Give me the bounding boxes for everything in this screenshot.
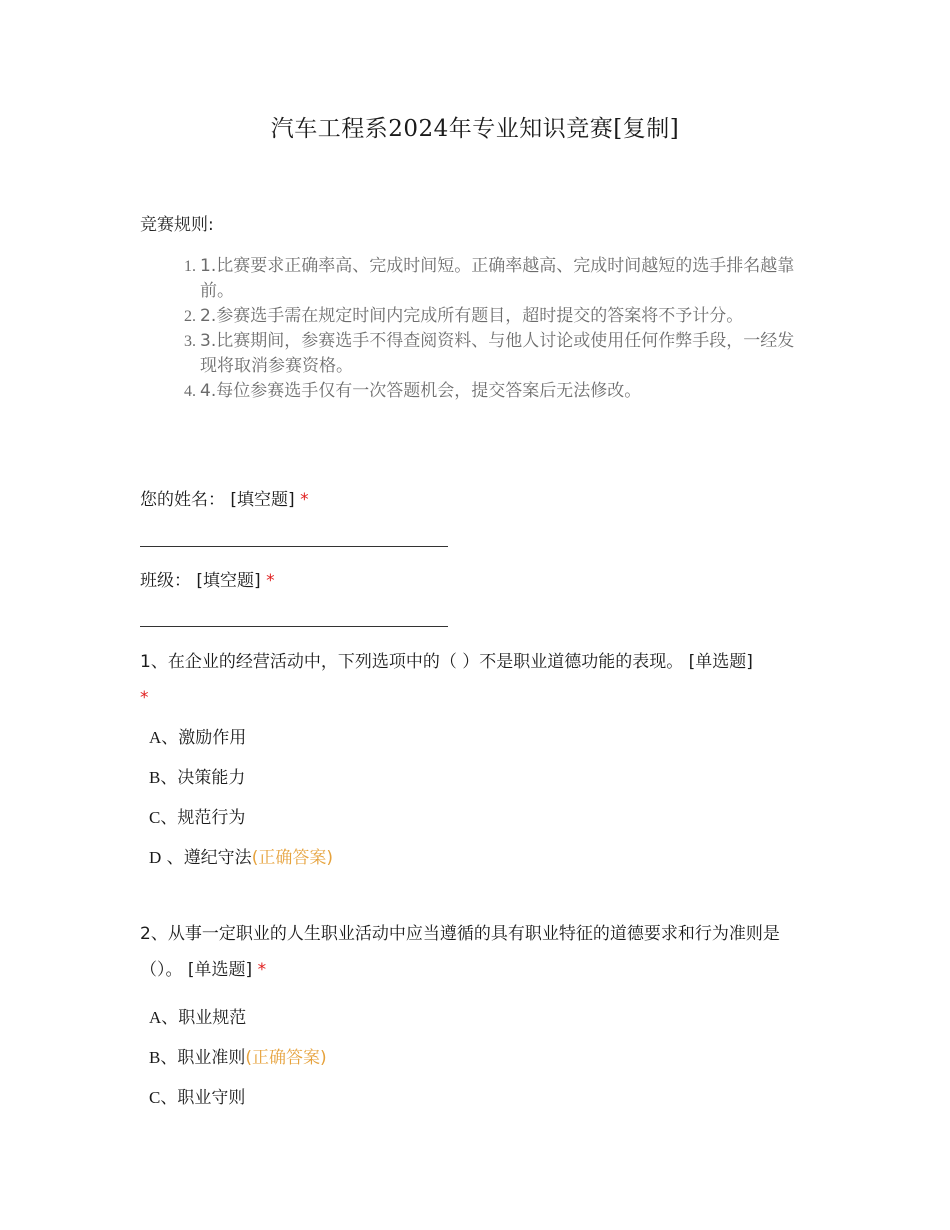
rule-item bbox=[140, 304, 810, 329]
option-text: 职业准则 bbox=[177, 1048, 246, 1068]
correct-answer-badge: (正确答案) bbox=[251, 848, 333, 868]
rule-number: 4. bbox=[184, 383, 196, 400]
rules-heading: 竞赛规则: bbox=[140, 215, 214, 235]
field-label-text: 您的姓名： bbox=[140, 490, 225, 510]
rule-number: 1. bbox=[184, 258, 196, 275]
question-type-tag: [填空题] bbox=[196, 571, 261, 591]
question-type-tag: [单选题] bbox=[187, 960, 253, 980]
q2-option-b[interactable] bbox=[149, 1046, 327, 1070]
rule-item bbox=[140, 329, 810, 379]
option-letter: B bbox=[149, 1048, 161, 1067]
question-text: 2、从事一定职业的人生职业活动中应当遵循的具有职业特征的道德要求和行为准则是（）。 bbox=[140, 924, 780, 980]
name-field-label bbox=[140, 485, 309, 515]
question-text: 1、在企业的经营活动中，下列选项中的（ ）不是职业道德功能的表现。 bbox=[140, 652, 684, 672]
rule-number: 2. bbox=[184, 308, 196, 325]
correct-answer-badge: (正确答案) bbox=[245, 1048, 327, 1068]
rule-text: 3.比赛期间，参赛选手不得查阅资料、与他人讨论或使用任何作弊手段，一经发现将取消参赛资格。 bbox=[200, 331, 795, 376]
required-marker: * bbox=[257, 960, 267, 980]
rule-text: 1.比赛要求正确率高、完成时间短。正确率越高、完成时间越短的选手排名越靠前。 bbox=[200, 256, 795, 301]
q1-option-c[interactable] bbox=[149, 806, 245, 830]
option-separator: 、 bbox=[160, 1088, 178, 1108]
rule-text: 4.每位参赛选手仅有一次答题机会，提交答案后无法修改。 bbox=[200, 381, 642, 401]
option-text: 职业守则 bbox=[177, 1088, 246, 1108]
option-letter: A bbox=[149, 1008, 162, 1027]
rules-list bbox=[140, 254, 810, 404]
q1-option-d[interactable] bbox=[149, 846, 333, 870]
question-type-tag: [单选题] bbox=[688, 652, 753, 672]
rule-text: 2.参赛选手需在规定时间内完成所有题目，超时提交的答案将不予计分。 bbox=[200, 306, 744, 326]
rule-number: 3. bbox=[184, 333, 196, 350]
class-field-label bbox=[140, 566, 275, 596]
option-text: 职业规范 bbox=[178, 1008, 247, 1028]
option-letter: B bbox=[149, 768, 161, 787]
option-text: 遵纪守法 bbox=[183, 848, 252, 868]
option-separator: 、 bbox=[160, 768, 178, 788]
rule-item bbox=[140, 254, 810, 304]
required-marker: * bbox=[140, 688, 149, 708]
option-letter: C bbox=[149, 1088, 161, 1107]
question-2 bbox=[140, 916, 810, 988]
q2-option-a[interactable] bbox=[149, 1006, 246, 1030]
option-separator: 、 bbox=[161, 1008, 179, 1028]
page-title: 汽车工程系2024年专业知识竞赛[复制] bbox=[270, 116, 680, 142]
class-input-line[interactable] bbox=[140, 626, 448, 627]
option-letter: D bbox=[149, 848, 162, 867]
q1-option-b[interactable] bbox=[149, 766, 245, 790]
option-separator: 、 bbox=[160, 1048, 178, 1068]
option-separator: 、 bbox=[160, 808, 178, 828]
option-text: 决策能力 bbox=[177, 768, 246, 788]
question-1 bbox=[140, 644, 810, 716]
option-letter: A bbox=[149, 728, 162, 747]
required-marker: * bbox=[300, 490, 309, 510]
required-marker: * bbox=[266, 571, 275, 591]
q1-option-a[interactable] bbox=[149, 726, 246, 750]
q2-option-c[interactable] bbox=[149, 1086, 245, 1110]
name-input-line[interactable] bbox=[140, 546, 448, 547]
option-separator: 、 bbox=[161, 728, 179, 748]
field-label-text: 班级： bbox=[140, 571, 191, 591]
option-text: 激励作用 bbox=[178, 728, 247, 748]
option-text: 规范行为 bbox=[177, 808, 246, 828]
rule-item bbox=[140, 379, 810, 404]
option-letter: C bbox=[149, 808, 161, 827]
option-separator: 、 bbox=[161, 848, 184, 868]
question-type-tag: [填空题] bbox=[230, 490, 295, 510]
